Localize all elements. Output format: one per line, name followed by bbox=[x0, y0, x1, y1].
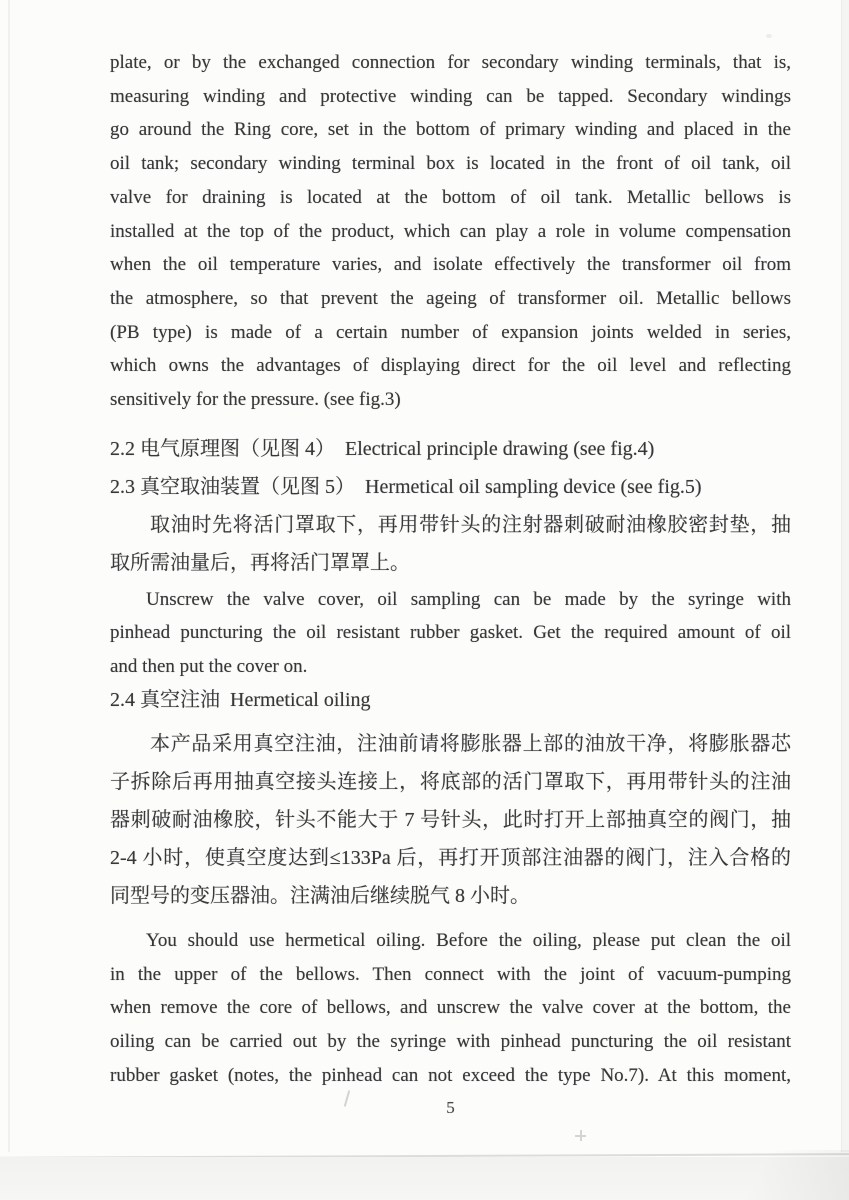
text-line: 本产品采用真空注油，注油前请将膨胀器上部的油放干净，将膨胀器芯 bbox=[150, 732, 791, 755]
text-line: measuring winding and protective winding can be tapped. Secondary windings bbox=[110, 85, 791, 107]
text-line: when remove the core of bellows, and unscrew the valve cover at the bottom, the bbox=[110, 997, 791, 1019]
text-line: and then put the cover on. bbox=[110, 656, 308, 678]
section-heading bbox=[110, 681, 791, 719]
text-line: in the upper of the bellows. Then connect with the joint of vacuum-pumping bbox=[110, 963, 791, 985]
scan-edge-left bbox=[8, 0, 10, 1152]
text-line: (PB type) is made of a certain number of expansion joints welded in series, bbox=[110, 321, 791, 343]
text-line: pinhead puncturing the oil resistant rubber gasket. Get the required amount of oil bbox=[110, 622, 791, 644]
text-line: go around the Ring core, set in the bottom of primary winding and placed in the bbox=[110, 119, 791, 141]
text-line: rubber gasket (notes, the pinhead can not exceed the type No.7). At this moment, bbox=[110, 1064, 791, 1086]
heading-line: 2.4 真空注油 Hermetical oiling bbox=[110, 688, 371, 711]
text-line: sensitively for the pressure. (see fig.3) bbox=[110, 389, 401, 411]
page-number: 5 bbox=[446, 1098, 455, 1117]
text-line: which owns the advantages of displaying direct for the oil level and reflecting bbox=[110, 355, 791, 377]
text-line: 器刺破耐油橡胶，针头不能大于 7 号针头，此时打开上部抽真空的阀门，抽 bbox=[110, 808, 791, 831]
scan-edge-right bbox=[841, 0, 849, 1152]
heading-line: 2.2 电气原理图（见图 4） Electrical principle drawing (see fig.4) bbox=[110, 437, 655, 460]
text-line: 取所需油量后，再将活门罩罩上。 bbox=[110, 551, 410, 574]
section-heading bbox=[110, 468, 791, 506]
text-line: oiling can be carried out by the syringe with pinhead puncturing the oil resistant bbox=[110, 1030, 791, 1052]
text-line: 同型号的变压器油。注满油后继续脱气 8 小时。 bbox=[110, 884, 530, 907]
document-content bbox=[110, 46, 791, 1092]
text-line: the atmosphere, so that prevent the ageing of transformer oil. Metallic bellows bbox=[110, 287, 791, 309]
text-line: 2-4 小时，使真空度达到≤133Pa 后，再打开顶部注油器的阀门，注入合格的 bbox=[110, 846, 791, 869]
text-line: plate, or by the exchanged connection for secondary winding terminals, that is, bbox=[110, 52, 791, 73]
text-line: You should use hermetical oiling. Before the oiling, please put clean the oil bbox=[146, 929, 791, 951]
paragraph bbox=[110, 725, 791, 915]
text-line: valve for draining is located at the bottom of oil tank. Metallic bellows is bbox=[110, 186, 791, 208]
text-line: installed at the top of the product, which can play a role in volume compensation bbox=[110, 220, 791, 242]
page-corner-shadow bbox=[700, 1150, 849, 1200]
scan-mark-plus bbox=[575, 1130, 586, 1141]
text-line: when the oil temperature varies, and isolate effectively the transformer oil from bbox=[110, 254, 791, 276]
text-line: oil tank; secondary winding terminal box is located in the front of oil tank, oil bbox=[110, 153, 791, 175]
text-line: Unscrew the valve cover, oil sampling can be made by the syringe with bbox=[146, 588, 791, 610]
paragraph bbox=[110, 583, 791, 684]
heading-line: 2.3 真空取油装置（见图 5） Hermetical oil sampling device (see fig.5) bbox=[110, 475, 702, 498]
paragraph bbox=[110, 924, 791, 1093]
section-heading bbox=[110, 430, 791, 468]
text-line: 取油时先将活门罩取下，再用带针头的注射器刺破耐油橡胶密封垫，抽 bbox=[150, 513, 791, 536]
scan-edge-right-line bbox=[841, 0, 842, 1152]
text-line: 子拆除后再用抽真空接头连接上，将底部的活门罩取下，再用带针头的注油 bbox=[110, 770, 791, 793]
paragraph bbox=[110, 46, 791, 417]
paragraph bbox=[110, 506, 791, 582]
scan-speck bbox=[766, 34, 772, 38]
